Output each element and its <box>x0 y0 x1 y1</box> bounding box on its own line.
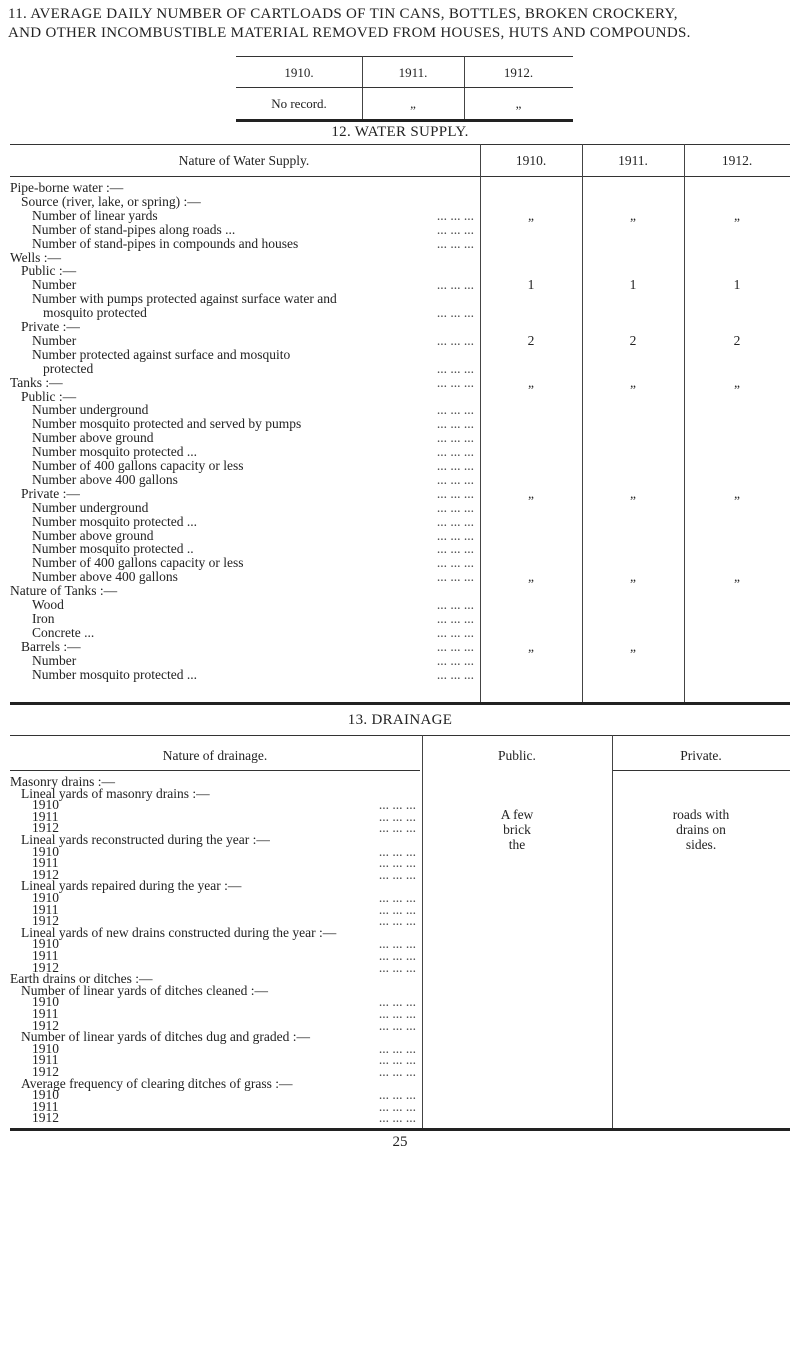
section13-col-divider-1 <box>422 735 423 1128</box>
row-label: Pipe-borne water :— <box>10 180 124 195</box>
row-label: Private :— <box>21 485 80 501</box>
section12-col-divider-1 <box>480 144 481 702</box>
row-label: Number of linear yards of ditches cleaned :— <box>21 982 269 998</box>
row-label: Number <box>32 652 77 668</box>
row-label: 1912 <box>32 1017 59 1033</box>
row-label: Number of linear yards of ditches dug and graded :— <box>21 1029 311 1045</box>
leader-dots: ... ... ... <box>436 430 474 446</box>
leader-dots: ... ... ... <box>436 499 474 515</box>
leader-dots: ... ... ... <box>378 797 416 813</box>
row-label: Barrels :— <box>21 638 81 654</box>
leader-dots: ... ... ... <box>436 652 474 668</box>
private-note-line: roads with <box>672 807 730 822</box>
row-label: 1910 <box>32 1040 59 1056</box>
row-label: Number <box>32 277 77 293</box>
public-note-line: the <box>508 837 526 852</box>
leader-dots: ... ... ... <box>378 1110 416 1126</box>
row-value: „ <box>630 207 636 223</box>
leader-dots: ... ... ... <box>436 402 474 418</box>
row-label: 1910 <box>32 1087 59 1103</box>
row-label: 1911 <box>32 1098 59 1114</box>
row-value: „ <box>734 374 740 390</box>
row-label: Number <box>32 332 77 348</box>
row-value: „ <box>528 374 534 390</box>
row-label: Wells :— <box>10 249 62 265</box>
row-label: Number mosquito protected ... <box>32 666 197 682</box>
leader-dots: ... ... ... <box>378 1098 416 1114</box>
private-note-line: drains on <box>676 822 726 837</box>
leader-dots: ... ... ... <box>378 1017 416 1033</box>
section13-table-bottom-rule <box>10 1128 790 1131</box>
row-label: 1910 <box>32 936 59 952</box>
private-note-line: sides. <box>685 837 717 852</box>
row-value: „ <box>630 485 636 501</box>
section13-header-nature: Nature of drainage. <box>162 748 268 763</box>
section11-value-1911: „ <box>410 96 416 111</box>
section13-header-private: Private. <box>680 748 722 763</box>
row-label: 1910 <box>32 843 59 859</box>
section13-header-public: Public. <box>498 748 536 763</box>
row-label: 1911 <box>32 1052 59 1068</box>
leader-dots: ... ... ... <box>378 866 416 882</box>
leader-dots: ... ... ... <box>436 485 474 501</box>
leader-dots: ... ... ... <box>436 569 474 585</box>
section12-header-1911: 1911. <box>618 153 648 168</box>
row-label: Number mosquito protected and served by pumps <box>32 416 302 432</box>
row-label: 1912 <box>32 1064 59 1079</box>
row-value: 1 <box>527 277 535 293</box>
leader-dots: ... ... ... <box>378 901 416 917</box>
section13-public-note <box>422 807 612 852</box>
leader-dots: ... ... ... <box>436 277 474 293</box>
leader-dots: ... ... ... <box>436 638 474 654</box>
leader-dots: ... ... ... <box>436 597 474 612</box>
leader-dots: ... ... ... <box>436 610 474 626</box>
section12-header-rule <box>10 176 790 177</box>
section12-header-1910: 1910. <box>515 153 547 168</box>
leader-dots: ... ... ... <box>436 235 474 251</box>
row-value: „ <box>528 485 534 501</box>
section11-year-1911: 1911. <box>398 65 428 80</box>
row-label: Number of 400 gallons capacity or less <box>32 458 244 473</box>
row-label: Number with pumps protected against surface water and <box>32 291 337 307</box>
leader-dots: ... ... ... <box>378 936 416 952</box>
row-label: 1911 <box>32 948 59 963</box>
row-label: mosquito protected <box>43 305 147 321</box>
row-value: „ <box>528 638 534 654</box>
row-label: Number protected against surface and mosquito <box>32 346 291 362</box>
section11-value-1910: No record. <box>271 96 327 111</box>
section12-col-divider-2 <box>582 144 583 702</box>
section11-year-1912: 1912. <box>503 65 534 80</box>
section12-header-1912: 1912. <box>721 153 753 168</box>
row-label: Lineal yards reconstructed during the year :— <box>21 832 270 847</box>
leader-dots: ... ... ... <box>436 458 474 473</box>
leader-dots: ... ... ... <box>436 305 474 321</box>
row-label: Number underground <box>32 499 149 515</box>
leader-dots: ... ... ... <box>436 624 474 640</box>
row-label: Number mosquito protected ... <box>32 444 197 460</box>
row-value: 1 <box>733 277 741 293</box>
leader-dots: ... ... ... <box>436 416 474 432</box>
section11-header-rule <box>236 87 573 88</box>
leader-dots: ... ... ... <box>378 959 416 975</box>
row-value: 2 <box>527 332 535 348</box>
row-label: Number of stand-pipes along roads ... <box>32 221 236 237</box>
section12-table-top-rule <box>10 144 790 145</box>
row-label: 1910 <box>32 994 59 1010</box>
section11-title-line1: 11. AVERAGE DAILY NUMBER OF CARTLOADS OF TIN CANS, BOTTLES, BROKEN CROCKERY, <box>8 6 678 22</box>
section11-title-line2: AND OTHER INCOMBUSTIBLE MATERIAL REMOVED FROM HOUSES, HUTS AND COMPOUNDS. <box>8 25 691 41</box>
leader-dots: ... ... ... <box>378 890 416 905</box>
row-label: Source (river, lake, or spring) :— <box>21 193 201 209</box>
section11-year-1910: 1910. <box>284 65 314 80</box>
section13-table-top-rule <box>10 735 790 736</box>
leader-dots: ... ... ... <box>378 1006 416 1021</box>
row-label: Iron <box>32 610 55 626</box>
page-number: 25 <box>392 1134 408 1150</box>
leader-dots: ... ... ... <box>436 513 474 529</box>
row-label: 1910 <box>32 797 59 813</box>
row-label: Number above 400 gallons <box>32 471 178 487</box>
section11-value-1912: „ <box>515 96 522 111</box>
section11-table-top-rule <box>236 56 573 57</box>
row-label: Number above ground <box>32 527 154 543</box>
row-value: „ <box>528 569 534 585</box>
row-label: Public :— <box>21 263 77 279</box>
leader-dots: ... ... ... <box>436 332 474 348</box>
row-label: Nature of Tanks :— <box>10 583 118 599</box>
leader-dots: ... ... ... <box>378 913 416 929</box>
leader-dots: ... ... ... <box>436 555 474 571</box>
leader-dots: ... ... ... <box>378 1052 416 1068</box>
leader-dots: ... ... ... <box>436 444 474 460</box>
section12-header-nature: Nature of Water Supply. <box>178 153 310 168</box>
row-label: Number mosquito protected .. <box>32 541 194 557</box>
row-value: „ <box>630 569 636 585</box>
leader-dots: ... ... ... <box>436 541 474 557</box>
leader-dots: ... ... ... <box>378 808 416 824</box>
public-note-line: brick <box>503 822 531 837</box>
row-value: „ <box>734 207 740 223</box>
leader-dots: ... ... ... <box>378 948 416 963</box>
row-label: Lineal yards of new drains constructed during the year :— <box>21 924 337 940</box>
leader-dots: ... ... ... <box>378 1087 416 1103</box>
row-label: 1912 <box>32 913 59 929</box>
leader-dots: ... ... ... <box>436 471 474 487</box>
section12-table-bottom-rule <box>10 702 790 705</box>
leader-dots: ... ... ... <box>436 207 474 223</box>
row-label: Tanks :— <box>10 374 63 390</box>
row-label: Lineal yards repaired during the year :— <box>21 878 242 894</box>
row-label: Number underground <box>32 402 149 418</box>
leader-dots: ... ... ... <box>436 374 474 390</box>
leader-dots: ... ... ... <box>436 527 474 543</box>
leader-dots: ... ... ... <box>378 994 416 1010</box>
row-label: Number above ground <box>32 430 154 446</box>
row-label: Lineal yards of masonry drains :— <box>21 785 210 801</box>
row-value: „ <box>630 374 636 390</box>
row-label: 1911 <box>32 901 59 917</box>
leader-dots: ... ... ... <box>436 666 474 682</box>
section13-header-rule-right <box>612 770 790 771</box>
row-label: Masonry drains :— <box>10 774 115 789</box>
row-label: Concrete ... <box>32 624 95 640</box>
row-label: protected <box>43 360 94 376</box>
row-value: „ <box>734 569 740 585</box>
leader-dots: ... ... ... <box>378 1064 416 1079</box>
row-label: Number of 400 gallons capacity or less <box>32 555 244 571</box>
section13-header-rule-left <box>10 770 420 771</box>
section12-col-divider-3 <box>684 144 685 702</box>
leader-dots: ... ... ... <box>436 360 474 376</box>
row-label: Private :— <box>21 319 80 334</box>
row-label: 1912 <box>32 820 59 836</box>
row-value: „ <box>528 207 534 223</box>
row-label: 1911 <box>32 808 59 824</box>
row-label: 1912 <box>32 1110 59 1126</box>
row-label: Wood <box>32 597 64 612</box>
row-label: Number of linear yards <box>32 207 158 223</box>
section11-table-bottom-rule <box>236 119 573 122</box>
row-label: 1910 <box>32 890 59 905</box>
row-label: Average frequency of clearing ditches of grass :— <box>21 1075 293 1091</box>
section13-private-note <box>612 807 790 852</box>
row-label: 1911 <box>32 1006 59 1021</box>
section13-title: 13. DRAINAGE <box>347 712 453 728</box>
leader-dots: ... ... ... <box>378 855 416 871</box>
public-note-line: A few <box>500 807 534 822</box>
leader-dots: ... ... ... <box>378 843 416 859</box>
row-label: 1912 <box>32 959 59 975</box>
leader-dots: ... ... ... <box>378 820 416 836</box>
row-value: „ <box>734 485 740 501</box>
row-label: Public :— <box>21 388 77 404</box>
section12-title: 12. WATER SUPPLY. <box>331 124 469 140</box>
leader-dots: ... ... ... <box>378 1040 416 1056</box>
row-label: 1912 <box>32 866 59 882</box>
row-label: Number above 400 gallons <box>32 569 178 585</box>
row-label: Number mosquito protected ... <box>32 513 197 529</box>
section13-col-divider-2 <box>612 735 613 1128</box>
row-value: 1 <box>629 277 637 293</box>
row-label: Number of stand-pipes in compounds and houses <box>32 235 299 251</box>
leader-dots: ... ... ... <box>436 221 474 237</box>
row-value: 2 <box>733 332 741 348</box>
row-value: „ <box>630 638 636 654</box>
row-value: 2 <box>629 332 637 348</box>
row-label: 1911 <box>32 855 59 871</box>
row-label: Earth drains or ditches :— <box>10 971 153 987</box>
